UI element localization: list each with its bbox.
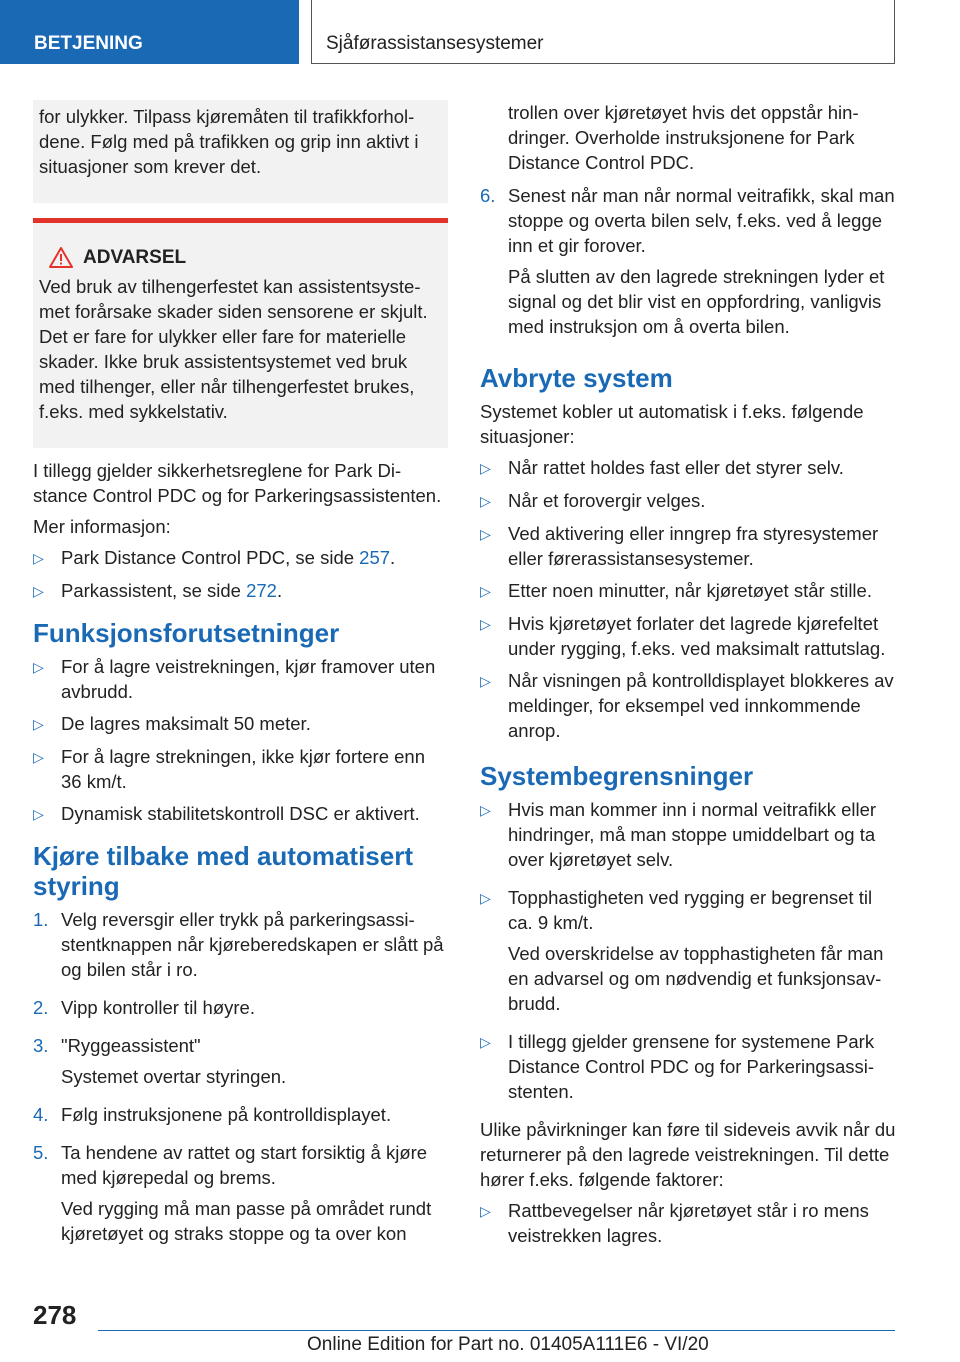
paragraph: Systemet kobler ut automatisk i f.eks. følgende situasjoner: <box>480 401 864 447</box>
list-item-text: I tillegg gjelder grensene for systemene Park Distance Control PDC og for Parkeringsassistenten. <box>508 1031 875 1102</box>
step-text: Velg reversgir eller trykk på parkeringsassistentknappen når kjøreberedskapen er slått på og bilen står i ro. <box>61 909 444 980</box>
warning-box <box>33 218 448 448</box>
section-heading: Systembegrensninger <box>480 761 754 791</box>
triangle-bullet-icon: ▷ <box>33 716 44 732</box>
triangle-bullet-icon: ▷ <box>480 616 491 632</box>
list-item <box>480 885 898 1022</box>
list-item-text: For å lagre strekningen, ikke kjør fortere enn 36 km/t. <box>61 746 425 792</box>
step-item <box>33 1102 448 1133</box>
list-item-end: . <box>276 580 283 601</box>
requirements-list <box>33 654 448 827</box>
warning-heading <box>39 245 440 270</box>
warning-triangle-icon <box>49 247 73 268</box>
step-text: Vipp kontroller til høyre. <box>61 997 255 1018</box>
page-link[interactable]: 257 <box>359 547 391 568</box>
list-item-text: Park Distance Control PDC, se side <box>61 547 360 568</box>
section-heading: Kjøre tilbake med automatisert styring <box>33 841 413 901</box>
cancel-list <box>480 455 898 743</box>
step-subtext: På slutten av den lagrede strekningen lyder et signal og det blir vist en oppfordring, vanligvis med instruksjon om å overta bilen. <box>508 266 885 337</box>
footer-divider <box>98 1330 895 1331</box>
list-item <box>480 797 898 878</box>
triangle-bullet-icon: ▷ <box>33 583 44 599</box>
step-item <box>33 1033 448 1095</box>
step-number: 1. <box>33 909 49 930</box>
triangle-bullet-icon: ▷ <box>33 749 44 765</box>
list-item <box>480 611 898 661</box>
list-item <box>480 488 898 514</box>
step-number: 4. <box>33 1104 49 1125</box>
list-item-text: Når et forovergir velges. <box>508 490 706 511</box>
list-item <box>480 1029 898 1110</box>
list-item-text: De lagres maksimalt 50 meter. <box>61 713 311 734</box>
caution-box <box>33 100 448 203</box>
step-item <box>33 907 448 988</box>
steps-list <box>33 907 448 1252</box>
paragraph: Ulike påvirkninger kan føre til sideveis avvik når du returnerer på den lagrede veistrekningen. Til dette hører f.eks. følgende faktorer: <box>480 1119 896 1190</box>
triangle-bullet-icon: ▷ <box>33 550 44 566</box>
list-item-subtext: Ved overskridelse av topphastigheten får man en advarsel og om nødvendig et funksjonsavbrudd. <box>508 943 884 1014</box>
triangle-bullet-icon: ▷ <box>33 659 44 675</box>
page-number: 278 <box>33 1300 77 1330</box>
steps-list-cont <box>480 183 898 345</box>
warning-text: Ved bruk av tilhengerfestet kan assistentsystemet forårsake skader siden sensorene er skjult. Det er fare for ulykker eller fare for materielle skader. Ikke bruk assistentsystemet ved bruk med tilhenger, eller når tilhengerfestet brukes, f.eks. med sykkelstativ. <box>39 276 428 422</box>
step-number: 3. <box>33 1035 49 1056</box>
list-item <box>480 455 898 481</box>
step-subtext: Ved rygging må man passe på området rundt kjøretøyet og straks stoppe og ta over kon <box>61 1198 432 1244</box>
list-item-text: Når visningen på kontrolldisplayet blokkeres av meldinger, for eksempel ved innkommende anrop. <box>508 670 894 741</box>
chapter-title: Sjåførassistansesystemer <box>326 33 544 54</box>
triangle-bullet-icon: ▷ <box>33 806 44 822</box>
list-item <box>480 578 898 604</box>
step-text: Senest når man når normal veitrafikk, skal man stoppe og overta bilen selv, f.eks. ved å legge inn et gir forover. <box>508 185 895 256</box>
step-number: 2. <box>33 997 49 1018</box>
step-number: 6. <box>480 185 496 206</box>
list-item-text: Topphastigheten ved rygging er begrenset til ca. 9 km/t. <box>508 887 873 933</box>
list-item <box>33 711 448 737</box>
section-tab <box>0 0 299 64</box>
step-text: "Ryggeassistent" <box>61 1035 201 1056</box>
step-text: Ta hendene av rattet og start forsiktig å kjøre med kjørepedal og brems. <box>61 1142 428 1188</box>
triangle-bullet-icon: ▷ <box>480 1203 491 1219</box>
list-item <box>33 654 448 704</box>
warning-title: ADVARSEL <box>83 247 187 268</box>
section-heading: Avbryte system <box>480 363 673 393</box>
list-item <box>33 801 448 827</box>
right-column <box>480 100 898 1255</box>
list-item <box>480 521 898 571</box>
list-item <box>33 545 448 571</box>
list-item-text: Etter noen minutter, når kjøretøyet står stille. <box>508 580 872 601</box>
list-item <box>480 1198 898 1248</box>
list-item-end: . <box>390 547 396 568</box>
list-item <box>33 578 448 604</box>
info-list <box>33 545 448 604</box>
limits-list <box>480 797 898 1110</box>
paragraph: Mer informasjon: <box>33 516 171 537</box>
step-text: Følg instruksjonene på kontrolldisplayet. <box>61 1104 392 1125</box>
section-heading: Funksjonsforutsetninger <box>33 618 340 648</box>
step-continuation: trollen over kjøretøyet hvis det oppstår hindringer. Overholde instruksjonene for Park Distance Control PDC. <box>508 102 859 173</box>
left-column <box>33 100 448 1259</box>
triangle-bullet-icon: ▷ <box>480 493 491 509</box>
triangle-bullet-icon: ▷ <box>480 890 491 906</box>
list-item-text: For å lagre veistrekningen, kjør framover uten avbrudd. <box>61 656 436 702</box>
list-item-text: Når rattet holdes fast eller det styrer selv. <box>508 457 844 478</box>
triangle-bullet-icon: ▷ <box>480 460 491 476</box>
step-item <box>480 183 898 345</box>
list-item-text: Rattbevegelser når kjøretøyet står i ro mens veistrekken lagres. <box>508 1200 869 1246</box>
paragraph: I tillegg gjelder sikkerhetsreglene for Park Distance Control PDC og for Parkeringsassistenten. <box>33 460 442 506</box>
list-item-text: Hvis kjøretøyet forlater det lagrede kjørefeltet under rygging, f.eks. ved maksimalt rattutslag. <box>508 613 886 659</box>
step-number: 5. <box>33 1142 49 1163</box>
edition-footer: Online Edition for Part no. 01405A111E6 - VI/20 <box>307 1334 709 1355</box>
step-item <box>33 995 448 1026</box>
step-item <box>33 1140 448 1252</box>
step-subtext: Systemet overtar styringen. <box>61 1066 287 1087</box>
triangle-bullet-icon: ▷ <box>480 1034 491 1050</box>
list-item-text: Hvis man kommer inn i normal veitrafikk eller hindringer, må man stoppe umiddelbart og ta over kjøretøyet selv. <box>508 799 877 870</box>
factors-list <box>480 1198 898 1248</box>
list-item-text: Dynamisk stabilitetskontroll DSC er aktivert. <box>61 803 420 824</box>
caution-text: for ulykker. Tilpass kjøremåten til trafikkforholdene. Følg med på trafikken og grip inn aktivt i situasjoner som krever det. <box>39 106 419 177</box>
triangle-bullet-icon: ▷ <box>480 583 491 599</box>
list-item-text: Ved aktivering eller inngrep fra styresystemer eller førerassistansesystemer. <box>508 523 879 569</box>
page-link[interactable]: 272 <box>246 580 277 601</box>
list-item-text: Parkassistent, se side <box>61 580 247 601</box>
list-item <box>480 668 898 743</box>
section-title: BETJENING <box>34 33 143 54</box>
chapter-header <box>311 0 895 64</box>
triangle-bullet-icon: ▷ <box>480 802 491 818</box>
triangle-bullet-icon: ▷ <box>480 526 491 542</box>
triangle-bullet-icon: ▷ <box>480 673 491 689</box>
list-item <box>33 744 448 794</box>
